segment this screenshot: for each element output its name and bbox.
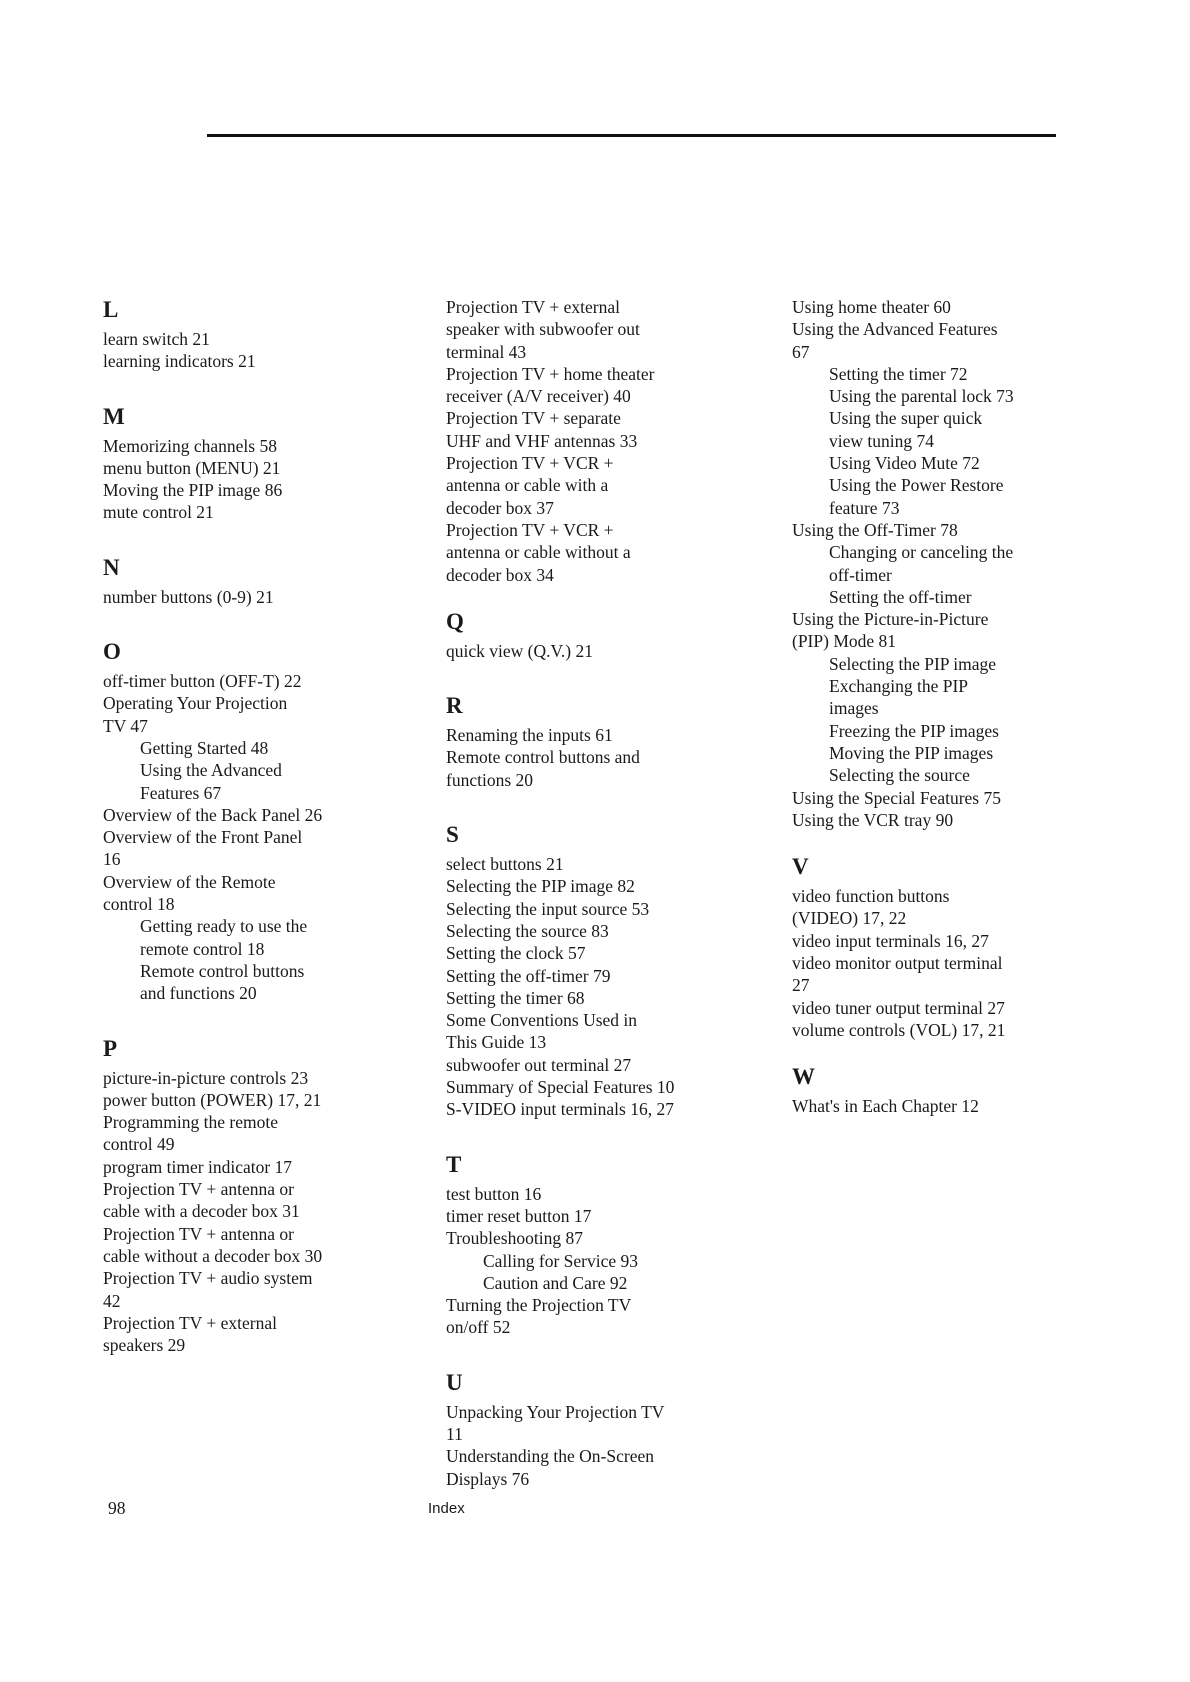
- index-entry: Selecting the PIP image 82: [446, 876, 635, 897]
- index-entry: Using the VCR tray 90: [792, 809, 954, 830]
- index-entry: Projection TV + audio system: [103, 1268, 313, 1289]
- index-entry: test button 16: [446, 1183, 542, 1204]
- index-entry: picture-in-picture controls 23: [103, 1067, 309, 1088]
- index-entry: Using the Picture-in-Picture: [792, 609, 989, 630]
- index-subentry: Using the Power Restore: [829, 475, 1004, 496]
- section-label: Index: [428, 1500, 465, 1517]
- index-subentry: Features 67: [140, 782, 222, 803]
- index-subentry: Getting Started 48: [140, 737, 269, 758]
- index-entry: video tuner output terminal 27: [792, 997, 1005, 1018]
- index-subentry: view tuning 74: [829, 430, 934, 451]
- section-letter: P: [103, 1035, 118, 1061]
- index-entry: Memorizing channels 58: [103, 435, 277, 456]
- index-entry: TV 47: [103, 715, 148, 736]
- index-subentry: Setting the timer 72: [829, 363, 968, 384]
- index-entry: number buttons (0-9) 21: [103, 586, 274, 607]
- index-entry: Projection TV + antenna or: [103, 1179, 294, 1200]
- index-section: [103, 638, 393, 1004]
- index-entry: S-VIDEO input terminals 16, 27: [446, 1099, 674, 1120]
- section-letter: N: [103, 554, 120, 580]
- index-entry: Displays 76: [446, 1468, 530, 1489]
- index-entry: Using the Advanced Features: [792, 319, 998, 340]
- index-entry: video monitor output terminal: [792, 953, 1003, 974]
- section-letter: R: [446, 693, 463, 719]
- index-section: [792, 296, 1092, 831]
- index-entry: menu button (MENU) 21: [103, 457, 281, 478]
- index-entry: Projection TV + VCR +: [446, 519, 614, 540]
- index-entry: Setting the timer 68: [446, 987, 585, 1008]
- index-subentry: Calling for Service 93: [483, 1250, 639, 1271]
- index-entry: cable with a decoder box 31: [103, 1201, 300, 1222]
- index-subentry: Moving the PIP images: [829, 742, 994, 763]
- index-subentry: remote control 18: [140, 938, 265, 959]
- section-letter: V: [792, 854, 809, 880]
- index-entry: antenna or cable without a: [446, 542, 631, 563]
- index-section: [103, 403, 393, 524]
- index-entry: control 18: [103, 894, 175, 915]
- index-subentry: Using the parental lock 73: [829, 386, 1014, 407]
- index-entry: receiver (A/V receiver) 40: [446, 386, 631, 407]
- section-letter: M: [103, 403, 125, 429]
- index-subentry: images: [829, 698, 879, 719]
- index-subentry: Freezing the PIP images: [829, 720, 999, 741]
- index-entry: learning indicators 21: [103, 351, 256, 372]
- index-subentry: Selecting the PIP image: [829, 653, 997, 674]
- index-entry: on/off 52: [446, 1317, 511, 1338]
- index-entry: Using home theater 60: [792, 297, 951, 317]
- index-entry: Operating Your Projection: [103, 693, 288, 714]
- index-section: [103, 296, 393, 373]
- index-entry: Projection TV + VCR +: [446, 453, 614, 474]
- index-entry: Renaming the inputs 61: [446, 725, 613, 746]
- index-section: [103, 1035, 393, 1357]
- index-section: [446, 296, 736, 586]
- index-entry: off-timer button (OFF-T) 22: [103, 671, 302, 692]
- index-subentry: Using Video Mute 72: [829, 453, 980, 474]
- index-section: [446, 821, 736, 1121]
- index-entry: subwoofer out terminal 27: [446, 1054, 632, 1075]
- index-entry: decoder box 37: [446, 497, 554, 518]
- index-subentry: Using the super quick: [829, 408, 983, 429]
- index-subentry: Setting the off-timer: [829, 586, 972, 607]
- index-entry: Summary of Special Features 10: [446, 1077, 675, 1098]
- index-entry: cable without a decoder box 30: [103, 1245, 323, 1266]
- section-letter: L: [103, 297, 119, 322]
- index-entry: control 49: [103, 1134, 175, 1155]
- index-entry: Setting the clock 57: [446, 943, 586, 964]
- index-entry: Moving the PIP image 86: [103, 480, 283, 501]
- index-column-3: [792, 296, 1092, 1148]
- index-entry: 42: [103, 1290, 121, 1311]
- header-rule: [207, 134, 1056, 137]
- index-entry: Unpacking Your Projection TV: [446, 1401, 665, 1422]
- index-entry: quick view (Q.V.) 21: [446, 640, 593, 661]
- index-entry: terminal 43: [446, 341, 527, 362]
- index-section: [446, 692, 736, 791]
- section-letter: S: [446, 822, 459, 848]
- section-letter: W: [792, 1064, 815, 1090]
- section-letter: O: [103, 639, 121, 665]
- index-entry: Projection TV + external: [103, 1312, 277, 1333]
- section-letter: Q: [446, 608, 464, 634]
- index-subentry: Changing or canceling the: [829, 542, 1014, 563]
- index-section: [103, 554, 393, 608]
- index-section: [792, 1063, 1092, 1117]
- index-section: [446, 1369, 736, 1490]
- index-entry: Overview of the Back Panel 26: [103, 804, 323, 825]
- index-entry: functions 20: [446, 769, 534, 790]
- index-entry: speakers 29: [103, 1335, 186, 1356]
- index-subentry: feature 73: [829, 497, 900, 518]
- index-entry: 27: [792, 975, 810, 996]
- index-entry: Using the Off-Timer 78: [792, 519, 958, 540]
- index-entry: speaker with subwoofer out: [446, 319, 640, 340]
- index-entry: select buttons 21: [446, 854, 564, 875]
- index-subentry: Remote control buttons: [140, 960, 305, 981]
- index-entry: This Guide 13: [446, 1032, 547, 1053]
- index-entry: Projection TV + external: [446, 297, 620, 317]
- index-entry: video function buttons: [792, 886, 950, 907]
- index-entry: Understanding the On-Screen: [446, 1446, 654, 1467]
- section-letter: T: [446, 1151, 462, 1177]
- index-entry: What's in Each Chapter 12: [792, 1096, 979, 1117]
- index-section: [792, 853, 1092, 1041]
- index-entry: Turning the Projection TV: [446, 1295, 632, 1316]
- index-entry: learn switch 21: [103, 329, 210, 349]
- index-entry: power button (POWER) 17, 21: [103, 1089, 322, 1110]
- index-entry: (VIDEO) 17, 22: [792, 908, 907, 929]
- index-subentry: Exchanging the PIP: [829, 676, 969, 697]
- index-entry: decoder box 34: [446, 564, 554, 585]
- index-entry: Projection TV + home theater: [446, 363, 655, 384]
- index-entry: antenna or cable with a: [446, 475, 609, 496]
- index-entry: Setting the off-timer 79: [446, 965, 611, 986]
- index-subentry: Caution and Care 92: [483, 1272, 628, 1293]
- index-entry: Remote control buttons and: [446, 747, 640, 768]
- index-entry: 11: [446, 1423, 463, 1444]
- index-entry: 16: [103, 849, 121, 870]
- index-entry: Selecting the input source 53: [446, 898, 650, 919]
- index-entry: (PIP) Mode 81: [792, 631, 897, 652]
- index-subentry: off-timer: [829, 564, 892, 585]
- index-entry: Projection TV + separate: [446, 408, 621, 429]
- index-subentry: and functions 20: [140, 983, 257, 1004]
- index-subentry: Using the Advanced: [140, 760, 282, 781]
- index-entry: Selecting the source 83: [446, 920, 609, 941]
- index-entry: Projection TV + antenna or: [103, 1223, 294, 1244]
- index-entry: program timer indicator 17: [103, 1156, 293, 1177]
- index-column-1: [103, 296, 393, 1386]
- index-section: [446, 608, 736, 662]
- index-entry: video input terminals 16, 27: [792, 930, 989, 951]
- index-section: [446, 1151, 736, 1339]
- index-entry: 67: [792, 341, 810, 362]
- index-entry: mute control 21: [103, 502, 214, 523]
- index-entry: Troubleshooting 87: [446, 1228, 583, 1249]
- index-entry: Programming the remote: [103, 1112, 278, 1133]
- index-subentry: Selecting the source: [829, 765, 970, 786]
- index-entry: Some Conventions Used in: [446, 1010, 638, 1031]
- index-column-2: [446, 296, 736, 1520]
- index-subentry: Getting ready to use the: [140, 916, 308, 937]
- index-entry: timer reset button 17: [446, 1205, 592, 1226]
- index-entry: Using the Special Features 75: [792, 787, 1001, 808]
- index-entry: Overview of the Front Panel: [103, 827, 303, 848]
- index-entry: UHF and VHF antennas 33: [446, 430, 638, 451]
- index-entry: volume controls (VOL) 17, 21: [792, 1019, 1006, 1040]
- section-letter: U: [446, 1369, 463, 1395]
- index-entry: Overview of the Remote: [103, 871, 276, 892]
- page-number: 98: [108, 1498, 126, 1518]
